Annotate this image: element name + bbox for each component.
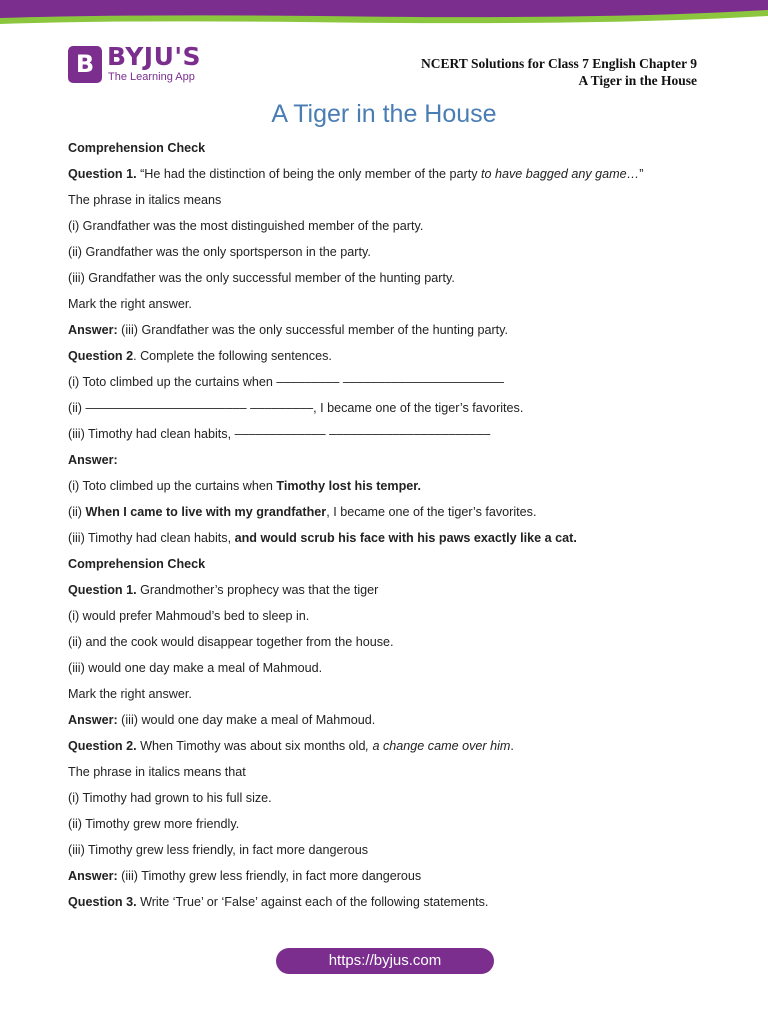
answer-text: (i) Toto climbed up the curtains when bbox=[68, 479, 277, 493]
byjus-logo-icon bbox=[68, 46, 102, 83]
question-label: Question 2. bbox=[68, 739, 137, 753]
website-link[interactable]: https://byjus.com bbox=[276, 948, 494, 974]
question-text: When Timothy was about six months old bbox=[136, 739, 366, 753]
brand-tagline: The Learning App bbox=[108, 71, 195, 83]
question-label: Question 1. bbox=[68, 583, 137, 597]
question-label: Question 2 bbox=[68, 349, 134, 363]
question-line bbox=[68, 581, 708, 607]
answer-line bbox=[68, 711, 708, 737]
answer-text: (ii) bbox=[68, 505, 86, 519]
text-line: The phrase in italics means bbox=[68, 193, 222, 207]
question-line bbox=[68, 737, 708, 763]
answer-label: Answer: bbox=[68, 453, 118, 467]
option-line: (iii) would one day make a meal of Mahmoud. bbox=[68, 661, 323, 675]
answer-text: (iii) Grandfather was the only successful member of the hunting party. bbox=[117, 323, 509, 337]
option-line: (ii) Grandfather was the only sportsperson in the party. bbox=[68, 245, 371, 259]
document-body bbox=[68, 139, 708, 919]
answer-line bbox=[68, 321, 708, 347]
answer-bold: and would scrub his face with his paws exactly like a cat. bbox=[234, 531, 577, 545]
question-line bbox=[68, 893, 708, 919]
text-line: The phrase in italics means that bbox=[68, 765, 246, 779]
question-label: Question 3. bbox=[68, 895, 137, 909]
question-text-end: . bbox=[510, 739, 514, 753]
document-header bbox=[421, 55, 697, 89]
question-text: Grandmother’s prophecy was that the tiger bbox=[136, 583, 379, 597]
option-line: (ii) Timothy grew more friendly. bbox=[68, 817, 240, 831]
answer-label: Answer: bbox=[68, 869, 118, 883]
answer-label: Answer: bbox=[68, 713, 118, 727]
option-line: (ii) and the cook would disappear together from the house. bbox=[68, 635, 394, 649]
logo-letter: B bbox=[75, 50, 95, 78]
question-text-end: ” bbox=[639, 167, 644, 181]
option-line: (i) Timothy had grown to his full size. bbox=[68, 791, 272, 805]
question-italic: to have bagged any game… bbox=[481, 167, 640, 181]
answer-text: (iii) Timothy grew less friendly, in fact more dangerous bbox=[117, 869, 422, 883]
option-line: (i) Grandfather was the most distinguished member of the party. bbox=[68, 219, 424, 233]
header-line-2: A Tiger in the House bbox=[578, 73, 697, 88]
section-heading: Comprehension Check bbox=[68, 141, 206, 155]
sentence-line: (ii) ––––––––––––––––––––––– –––––––––, I became one of the tiger’s favorites. bbox=[68, 401, 524, 415]
option-line: (i) would prefer Mahmoud’s bed to sleep in. bbox=[68, 609, 310, 623]
option-line: (iii) Grandfather was the only successful member of the hunting party. bbox=[68, 271, 455, 285]
question-italic: , a change came over him bbox=[365, 739, 511, 753]
answer-text-end: , I became one of the tiger’s favorites. bbox=[326, 505, 537, 519]
question-text: . Complete the following sentences. bbox=[133, 349, 332, 363]
question-line bbox=[68, 347, 708, 373]
answer-line bbox=[68, 867, 708, 893]
question-label: Question 1. bbox=[68, 167, 137, 181]
top-decorative-banner bbox=[0, 0, 768, 26]
answer-line bbox=[68, 529, 708, 555]
answer-text: (iii) Timothy had clean habits, bbox=[68, 531, 235, 545]
answer-line bbox=[68, 477, 708, 503]
answer-text: (iii) would one day make a meal of Mahmoud. bbox=[117, 713, 376, 727]
answer-line bbox=[68, 503, 708, 529]
answer-label: Answer: bbox=[68, 323, 118, 337]
header-line-1: NCERT Solutions for Class 7 English Chapter 9 bbox=[421, 56, 697, 71]
option-line: (iii) Timothy grew less friendly, in fact more dangerous bbox=[68, 843, 369, 857]
text-line: Mark the right answer. bbox=[68, 297, 192, 311]
question-text: “He had the distinction of being the only member of the party bbox=[136, 167, 481, 181]
sentence-line: (iii) Timothy had clean habits, ––––––––––––– ––––––––––––––––––––––– bbox=[68, 427, 491, 441]
question-line bbox=[68, 165, 708, 191]
page-title: A Tiger in the House bbox=[271, 100, 497, 128]
question-text: Write ‘True’ or ‘False’ against each of the following statements. bbox=[136, 895, 489, 909]
section-heading: Comprehension Check bbox=[68, 557, 206, 571]
answer-bold: When I came to live with my grandfather bbox=[85, 505, 327, 519]
text-line: Mark the right answer. bbox=[68, 687, 192, 701]
answer-bold: Timothy lost his temper. bbox=[276, 479, 421, 493]
sentence-line: (i) Toto climbed up the curtains when ––––––––– ––––––––––––––––––––––– bbox=[68, 375, 504, 389]
brand-name: BYJU'S bbox=[107, 42, 202, 71]
